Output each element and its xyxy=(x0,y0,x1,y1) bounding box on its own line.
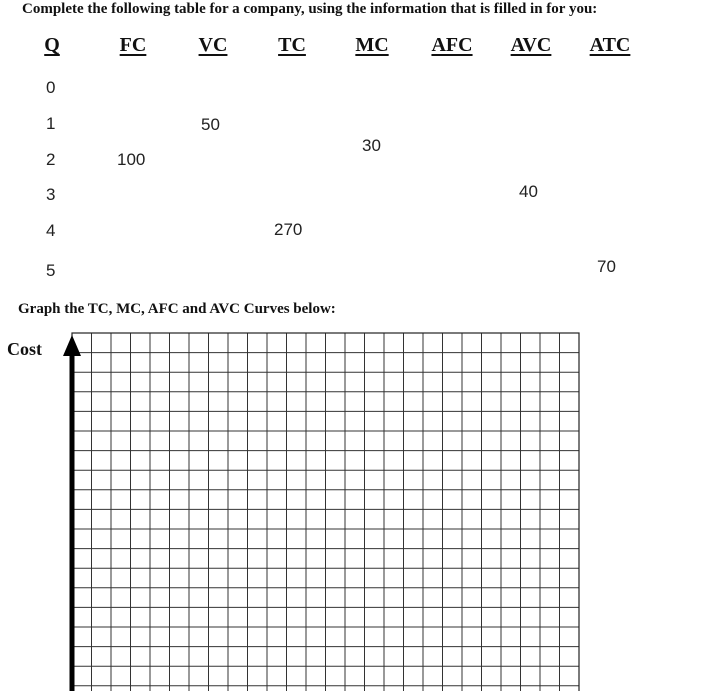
cell-atc-q5: 70 xyxy=(597,257,616,276)
row-q-value: 3 xyxy=(46,185,56,204)
row-q-value: 5 xyxy=(46,261,56,280)
header-fc: FC xyxy=(119,34,147,56)
header-vc: VC xyxy=(198,34,228,56)
header-avc: AVC xyxy=(510,34,552,56)
header-atc: ATC xyxy=(589,34,631,56)
row-q-value: 0 xyxy=(46,78,56,97)
header-q: Q xyxy=(44,34,60,56)
y-axis-arrow-icon xyxy=(63,335,81,356)
graph-instruction: Graph the TC, MC, AFC and AVC Curves below: xyxy=(18,301,336,317)
header-mc: MC xyxy=(355,34,389,56)
y-axis-label: Cost xyxy=(7,339,42,359)
cell-tc-q4: 270 xyxy=(274,220,303,239)
row-q-value: 1 xyxy=(46,114,56,133)
header-tc: TC xyxy=(278,34,306,56)
cell-mc-q2: 30 xyxy=(362,136,381,155)
cell-avc-q3: 40 xyxy=(519,182,538,201)
cell-fc-q2: 100 xyxy=(117,150,146,169)
cell-vc-q1: 50 xyxy=(201,115,220,134)
row-q-value: 2 xyxy=(46,150,56,169)
instruction-text: Complete the following table for a company, using the information that is filled in for you: xyxy=(22,1,598,17)
row-q-value: 4 xyxy=(46,221,56,240)
header-afc: AFC xyxy=(431,34,473,56)
